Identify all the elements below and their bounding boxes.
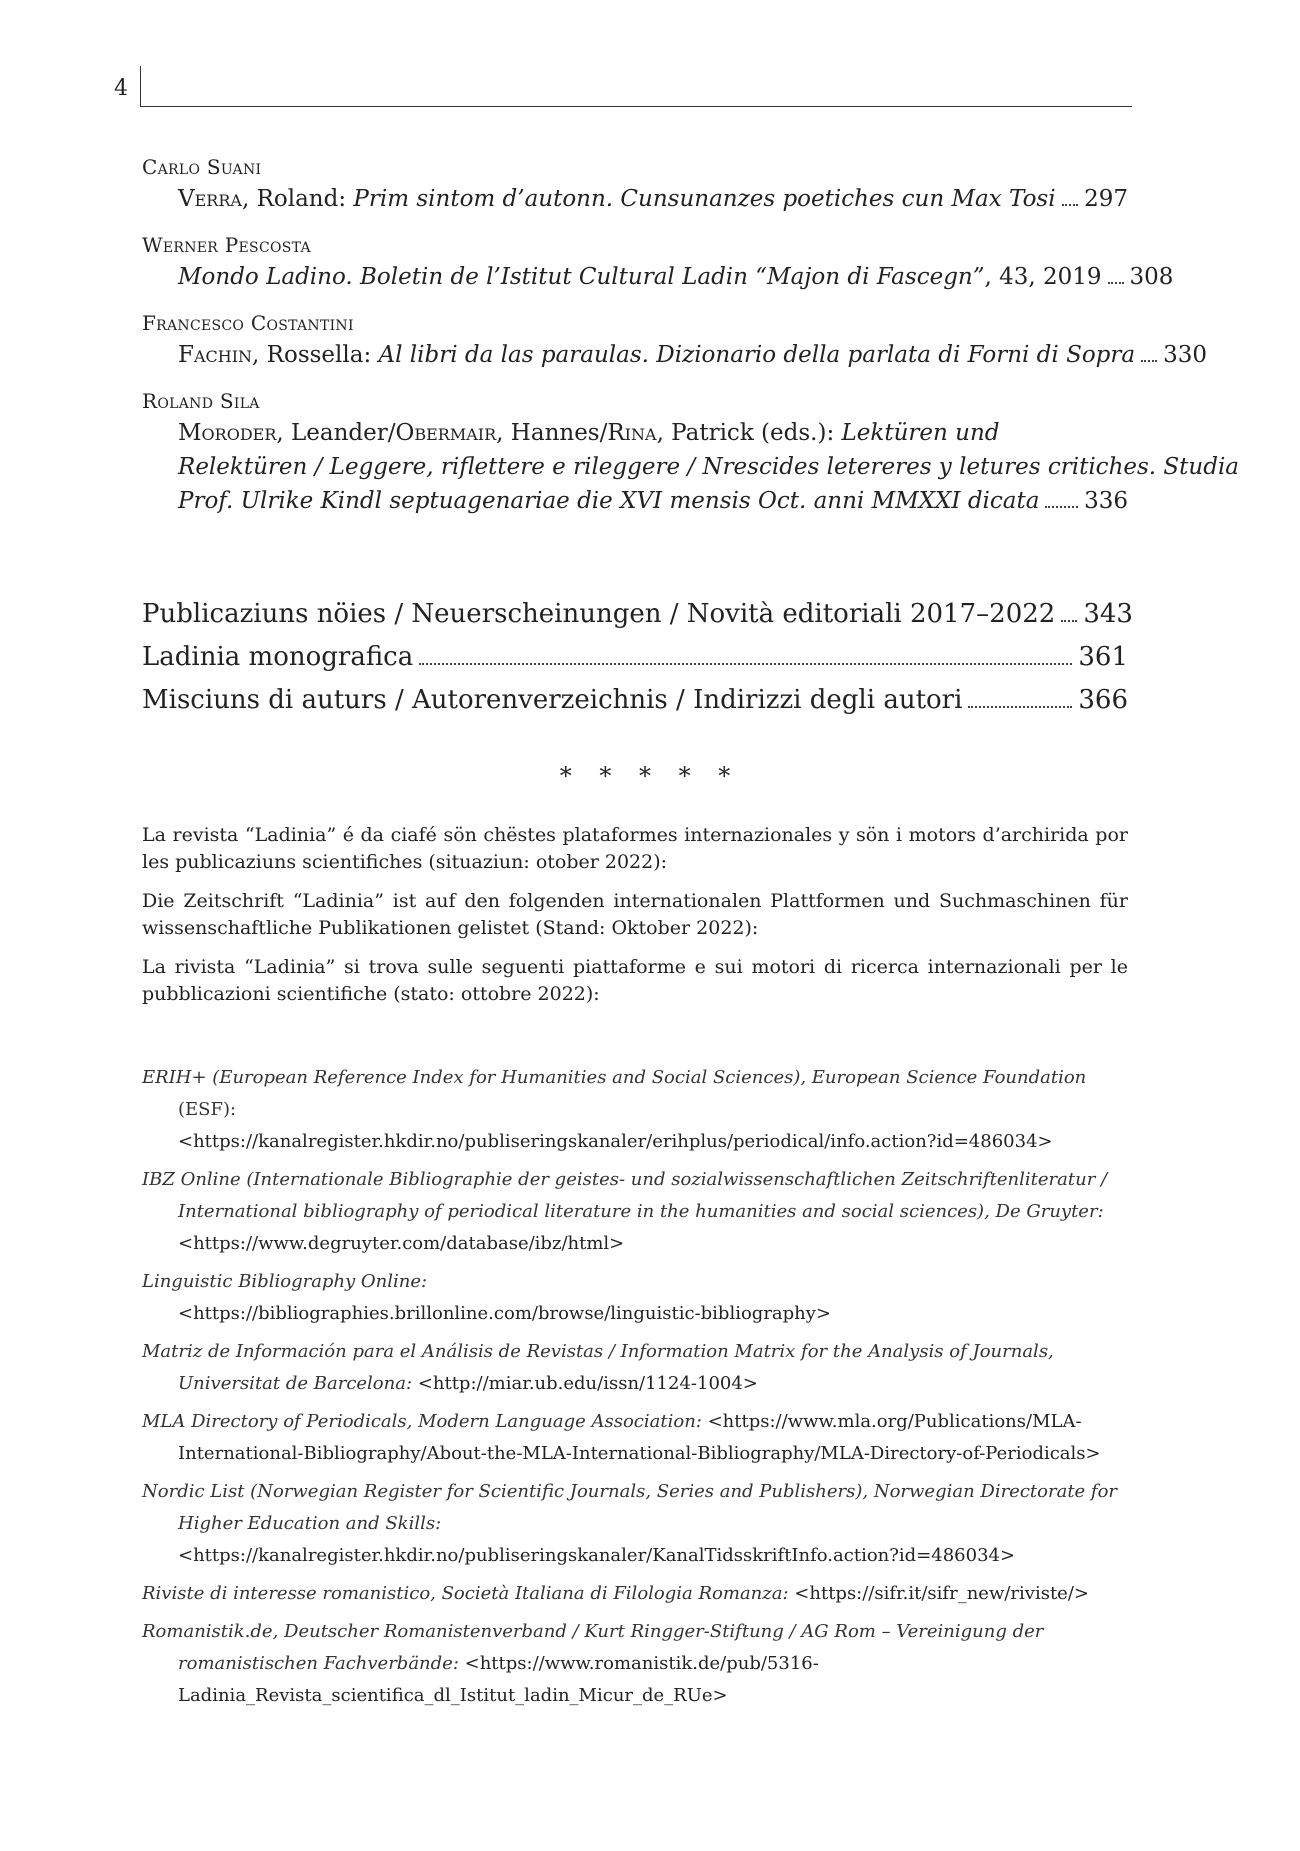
reviewer-name: Roland Sila	[142, 389, 260, 413]
header-horizontal-rule	[140, 106, 1132, 107]
dot-leader	[1108, 282, 1124, 284]
platform-entry	[142, 1266, 1128, 1330]
platform-url[interactable]: <http://miar.ub.edu/issn/1124-1004>	[417, 1373, 758, 1394]
reviewer-name: Francesco Costantini	[142, 311, 354, 335]
platform-entry: ERIH+ (European Reference Index for Humanities and Social Sciences), European Science Foundation (ESF): <https://kanalregister.hkdir.no/publiseringskanaler/erihplus/periodical/info.action?id=486034>	[142, 1067, 1087, 1152]
review-title: Mondo Ladino. Boletin de l’Istitut Cultural Ladin “Majon di Fascegn”, 43, 2019	[178, 264, 1102, 290]
dot-leader	[1141, 360, 1157, 362]
platform-url[interactable]: <https://kanalregister.hkdir.no/publiseringskanaler/KanalTidsskriftInfo.action?id=486034>	[178, 1545, 1016, 1566]
dot-leader	[968, 706, 1072, 708]
asterism-separator: * * * * *	[559, 762, 741, 790]
dot-leader	[1045, 506, 1078, 508]
page-ref: 308	[1129, 264, 1174, 290]
platform-name: Matriz de Información para el Análisis de Revistas / Information Matrix for the Analysis of Journals, Universitat de Barcelona:	[142, 1341, 1054, 1394]
platform-url[interactable]: <https://www.degruyter.com/database/ibz/html>	[178, 1233, 625, 1254]
page-ref: 366	[1078, 685, 1128, 715]
intro-paragraphs	[142, 822, 1128, 1020]
platform-entry	[142, 1336, 1128, 1400]
dot-leader	[1062, 204, 1079, 206]
platform-url[interactable]: <https://www.romanistik.de/pub/5316-Ladinia_Revista_scientifica_dl_Istitut_ladin_Micur_de_RUe>	[178, 1653, 819, 1706]
reviewer-name: Werner Pescosta	[142, 233, 311, 257]
platform-entry	[142, 1476, 1128, 1572]
intro-ladin: La revista “Ladinia” é da ciafé sön chëstes plataformes internazionales y sön i motors d’archirida por les publicaziuns scientifiches (situaziun: otober 2022):	[142, 824, 1128, 873]
page-ref: 297	[1084, 186, 1128, 212]
page-number: 4	[114, 76, 128, 101]
platform-entry	[142, 1406, 1128, 1470]
section-title: Ladinia monografica	[142, 642, 414, 672]
dot-leader	[419, 663, 1072, 665]
intro-italian: La rivista “Ladinia” si trova sulle seguenti piattaforme e sui motori di ricerca internazionali per le pubblicazioni scientifiche (stato: ottobre 2022):	[142, 956, 1128, 1005]
review-title: Verra, Roland: Prim sintom d’autonn. Cunsunanzes poetiches cun Max Tosi	[178, 186, 1056, 212]
page-ref: 336	[1084, 488, 1128, 514]
review-title-block[interactable]	[142, 416, 1240, 518]
review-entry	[142, 386, 1240, 518]
review-title-row[interactable]	[142, 260, 1174, 294]
section-title: Publicaziuns nöies / Neuerscheinungen / Novità editoriali 2017–2022	[142, 599, 1056, 629]
reviews-toc	[142, 152, 1240, 532]
platform-entry	[142, 1578, 1128, 1610]
review-title-line: Moroder, Leander/Obermair, Hannes/Rina, Patrick (eds.): Lektüren und	[178, 420, 1000, 446]
sections-toc	[142, 593, 1133, 722]
platform-name: Nordic List (Norwegian Register for Scientific Journals, Series and Publishers), Norwegian Directorate for Higher Education and Skills:	[142, 1481, 1118, 1534]
review-title: Fachin, Rossella: Al libri da las paraulas. Dizionario della parlata di Forni di Sopra	[178, 342, 1136, 368]
review-title-row	[178, 484, 1128, 518]
page-ref: 330	[1163, 342, 1208, 368]
platform-name: IBZ Online (Internationale Bibliographie der geistes- und sozialwissenschaftlichen Zeitschriftenliteratur / International bibliography of periodical literature in the humanities and social sciences), De Gruyter:	[142, 1169, 1108, 1222]
page-ref: 361	[1078, 642, 1128, 672]
review-entry	[142, 308, 1208, 372]
dot-leader	[1061, 620, 1077, 622]
platform-entry	[142, 1164, 1128, 1260]
review-title-line: Relektüren / Leggere, riflettere e rileggere / Nrescides letereres y letures critiches. Studia	[178, 454, 1240, 480]
header-vertical-rule	[140, 66, 141, 106]
review-title-row[interactable]	[142, 182, 1128, 216]
platform-url[interactable]: <https://bibliographies.brillonline.com/browse/linguistic-bibliography>	[178, 1303, 832, 1324]
platform-name: Linguistic Bibliography Online:	[142, 1271, 428, 1292]
review-entry	[142, 152, 1128, 216]
page-ref: 343	[1083, 599, 1133, 629]
section-row[interactable]	[142, 593, 1133, 636]
review-title-row[interactable]	[142, 338, 1208, 372]
platform-url[interactable]: <https://kanalregister.hkdir.no/publiseringskanaler/erihplus/periodical/info.action?id=486034>	[178, 1131, 1053, 1152]
review-entry	[142, 230, 1174, 294]
platform-name: ERIH+ (European Reference Index for Humanities and Social Sciences), European Science Foundation	[142, 1067, 1087, 1088]
intro-german: Die Zeitschrift “Ladinia” ist auf den folgenden internationalen Plattformen und Suchmaschinen für wissenschaftliche Publikationen gelistet (Stand: Oktober 2022):	[142, 890, 1128, 939]
platform-entry	[142, 1616, 1128, 1712]
platform-url[interactable]: <https://www.mla.org/Publications/MLA-International-Bibliography/About-the-MLA-International-Bibliography/MLA-Directory-of-Periodicals>	[178, 1411, 1101, 1464]
section-row[interactable]	[142, 636, 1128, 679]
platform-name: Riviste di interesse romanistico, Società Italiana di Filologia Romanza:	[142, 1583, 789, 1604]
review-title-line: Prof. Ulrike Kindl septuagenariae die XVI mensis Oct. anni MMXXI dicata	[178, 488, 1040, 514]
platform-name: MLA Directory of Periodicals, Modern Language Association:	[142, 1411, 702, 1432]
platform-url[interactable]: <https://sifr.it/sifr_new/riviste/>	[794, 1583, 1089, 1604]
section-row[interactable]	[142, 679, 1128, 722]
reviewer-name: Carlo Suani	[142, 155, 262, 179]
section-title: Misciuns di auturs / Autorenverzeichnis / Indirizzi degli autori	[142, 685, 963, 715]
platform-name: Romanistik.de, Deutscher Romanistenverband / Kurt Ringger-Stiftung / AG Rom – Vereinigung der romanistischen Fachverbände:	[142, 1621, 1044, 1674]
platform-list	[142, 1062, 1128, 1718]
